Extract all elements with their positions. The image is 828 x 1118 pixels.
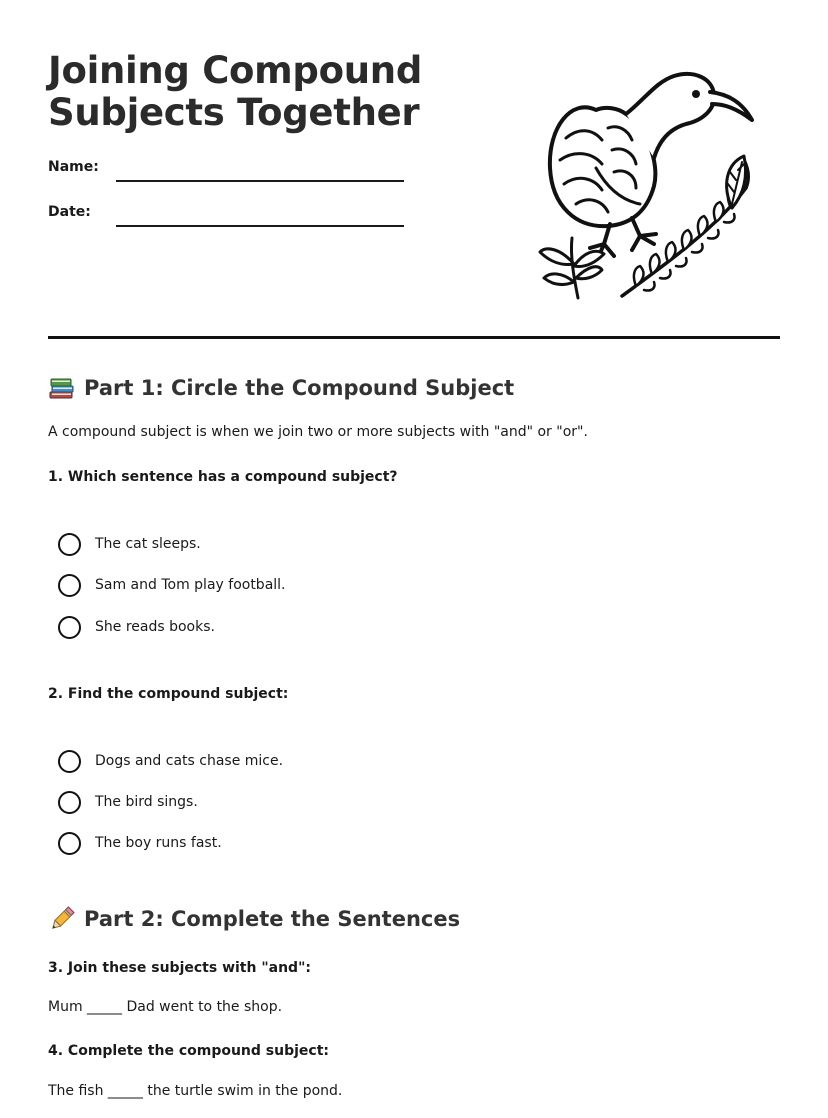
part2-heading-text: Part 2: Complete the Sentences: [84, 907, 461, 931]
option-label: Dogs and cats chase mice.: [95, 753, 284, 769]
radio-button[interactable]: [58, 574, 81, 597]
radio-button[interactable]: [58, 750, 81, 773]
part1-heading-text: Part 1: Circle the Compound Subject: [84, 376, 515, 400]
question-4: 4. Complete the compound subject:: [48, 1043, 329, 1059]
pencil-icon: [48, 905, 76, 933]
option-label: The bird sings.: [95, 794, 198, 810]
q2-option-3[interactable]: [58, 831, 222, 855]
radio-button[interactable]: [58, 832, 81, 855]
option-label: Sam and Tom play football.: [95, 577, 286, 593]
question-1: 1. Which sentence has a compound subject?: [48, 469, 398, 485]
sentence-4: The fish _____ the turtle swim in the pond.: [48, 1083, 343, 1099]
books-icon: [48, 374, 76, 402]
part1-heading: [48, 374, 514, 402]
part2-heading: [48, 905, 460, 933]
option-label: The cat sleeps.: [95, 536, 201, 552]
date-field[interactable]: [116, 225, 404, 227]
question-3: 3. Join these subjects with "and":: [48, 960, 311, 976]
q1-option-1[interactable]: [58, 532, 201, 556]
radio-button[interactable]: [58, 616, 81, 639]
title-line-2: Subjects Together: [48, 91, 420, 134]
name-label: Name:: [48, 159, 99, 175]
question-2: 2. Find the compound subject:: [48, 686, 289, 702]
page-title: [48, 50, 488, 134]
option-label: She reads books.: [95, 619, 215, 635]
part1-intro: A compound subject is when we join two or more subjects with "and" or "or".: [48, 424, 588, 440]
name-field[interactable]: [116, 180, 404, 182]
radio-button[interactable]: [58, 791, 81, 814]
title-line-1: Joining Compound: [48, 49, 422, 92]
date-label: Date:: [48, 204, 91, 220]
q2-option-2[interactable]: [58, 790, 198, 814]
kiwi-bird-with-fern-icon: [536, 68, 760, 304]
header-divider: [48, 336, 780, 339]
radio-button[interactable]: [58, 533, 81, 556]
q1-option-3[interactable]: [58, 615, 215, 639]
q1-option-2[interactable]: [58, 573, 286, 597]
sentence-3: Mum _____ Dad went to the shop.: [48, 999, 283, 1015]
q2-option-1[interactable]: [58, 749, 283, 773]
option-label: The boy runs fast.: [95, 835, 222, 851]
